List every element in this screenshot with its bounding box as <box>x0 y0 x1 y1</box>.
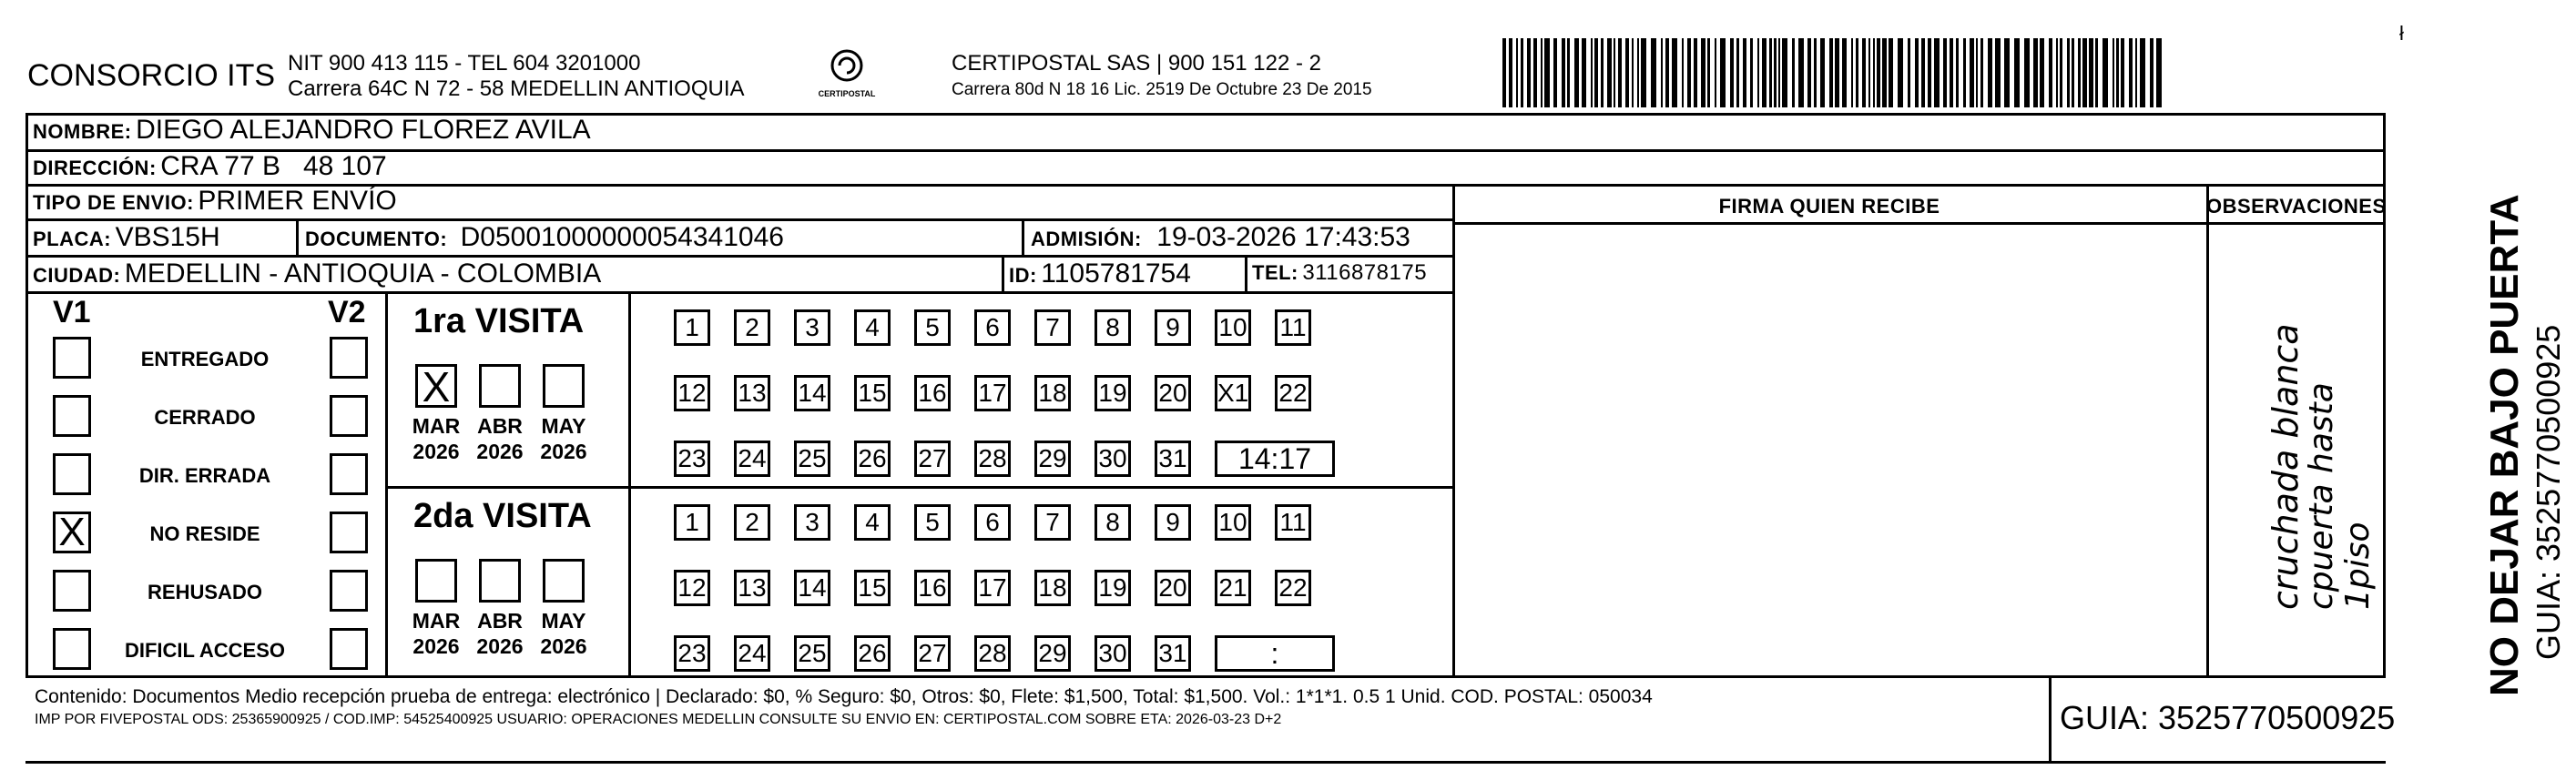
day-checkbox[interactable]: 6 <box>974 309 1011 346</box>
month-year: 2026 <box>412 440 460 463</box>
barcode-bar <box>1950 38 1953 107</box>
day-checkbox[interactable]: 17 <box>974 375 1011 411</box>
barcode-bar <box>1762 38 1767 107</box>
barcode-bar <box>1730 38 1734 107</box>
placa-value: VBS15H <box>115 222 220 252</box>
barcode-bar <box>2095 38 2098 107</box>
visit-title: 2da VISITA <box>413 497 592 535</box>
month-name: MAR <box>412 609 461 633</box>
div-sig-obs <box>2206 184 2209 675</box>
barcode-bar <box>1956 38 1959 107</box>
barcode-bar <box>1882 38 1887 107</box>
day-checkbox[interactable]: 2 <box>734 309 770 346</box>
admision-label: ADMISIÓN: <box>1031 228 1142 250</box>
barcode-bar <box>1928 38 1931 107</box>
barcode-bar <box>1701 38 1705 107</box>
barcode-bar <box>1915 38 1919 107</box>
barcode-bar <box>1921 38 1925 107</box>
day-checkbox[interactable]: 24 <box>734 635 770 672</box>
barcode-bar <box>1943 38 1947 107</box>
barcode-bar <box>2082 38 2087 107</box>
state-label: ENTREGADO <box>140 348 270 370</box>
day-checkbox[interactable]: 1 <box>674 309 710 346</box>
nombre-value: DIEGO ALEJANDRO FLOREZ AVILA <box>136 115 591 145</box>
barcode-bar <box>1715 38 1716 107</box>
obs-header-bottom <box>2206 222 2386 225</box>
barcode-bar <box>1898 38 1903 107</box>
barcode-bar <box>2033 38 2038 107</box>
direccion-value: CRA 77 B 48 107 <box>160 151 387 181</box>
barcode-bar <box>1562 38 1565 107</box>
barcode-bar <box>1868 38 1870 107</box>
v1-checkbox-1[interactable] <box>53 395 91 437</box>
barcode-bar <box>1637 38 1639 107</box>
day-checkbox[interactable]: 19 <box>1095 570 1131 606</box>
day-checkbox[interactable]: 14 <box>794 570 830 606</box>
barcode-bar <box>1509 38 1512 107</box>
side-text <box>2481 187 2576 696</box>
day-checkbox[interactable]: 8 <box>1095 309 1131 346</box>
month-name: ABR <box>477 609 523 633</box>
documento-row <box>305 222 784 253</box>
barcode-bar <box>1757 38 1759 107</box>
day-checkbox[interactable]: 8 <box>1095 504 1131 541</box>
visit-time[interactable]: 14:17 <box>1215 441 1335 477</box>
day-checkbox[interactable]: 26 <box>854 441 891 477</box>
month-year: 2026 <box>540 440 587 463</box>
day-checkbox[interactable]: 12 <box>674 570 710 606</box>
barcode-bar <box>2078 38 2081 107</box>
barcode-bar <box>2014 38 2020 107</box>
barcode-bar <box>1976 38 1978 107</box>
admision-value: 19-03-2026 17:43:53 <box>1156 222 1410 252</box>
side-guia: GUIA: 3525770500925 <box>2530 324 2567 660</box>
barcode-bar <box>2072 38 2074 107</box>
barcode-bar <box>2056 38 2058 107</box>
firma-label: FIRMA QUIEN RECIBE <box>1718 195 1940 218</box>
day-checkbox[interactable]: 31 <box>1155 635 1191 672</box>
barcode-bar <box>1682 38 1684 107</box>
state-label: DIFICIL ACCESO <box>124 639 285 662</box>
tel-value: 3116878175 <box>1302 260 1428 285</box>
ciudad-value: MEDELLIN - ANTIOQUIA - COLOMBIA <box>124 258 602 289</box>
barcode-bar <box>1743 38 1746 107</box>
barcode-bar <box>1601 38 1604 107</box>
tipo-value: PRIMER ENVÍO <box>198 186 397 216</box>
day-checkbox[interactable]: 28 <box>974 441 1011 477</box>
barcode-bar <box>1842 38 1847 107</box>
id-label: ID: <box>1009 264 1037 287</box>
v1-checkbox-5[interactable] <box>53 628 91 670</box>
placa-row <box>33 222 220 253</box>
day-checkbox[interactable]: 1 <box>674 504 710 541</box>
day-checkbox[interactable]: 21 <box>1215 570 1251 606</box>
barcode-bar <box>1835 38 1839 107</box>
day-checkbox[interactable]: 22 <box>1275 570 1311 606</box>
day-checkbox[interactable]: 18 <box>1034 570 1071 606</box>
v1-checkbox-2[interactable] <box>53 453 91 495</box>
obs-line-1: cruchada blanca <box>2265 323 2306 610</box>
barcode-bar <box>2140 38 2145 107</box>
day-checkbox[interactable]: 4 <box>854 309 891 346</box>
day-checkbox[interactable]: 27 <box>914 441 951 477</box>
tipo-label: TIPO DE ENVIO: <box>33 191 194 214</box>
barcode-bar <box>1851 38 1853 107</box>
certipostal-logo <box>810 44 883 107</box>
id-row <box>1009 258 1191 289</box>
barcode-bar <box>1618 38 1622 107</box>
barcode-bar <box>2121 38 2124 107</box>
side-warning: NO DEJAR BAJO PUERTA <box>2482 194 2527 696</box>
barcode-bar <box>1567 38 1570 107</box>
day-checkbox[interactable]: 7 <box>1034 504 1071 541</box>
barcode-bar <box>1641 38 1646 107</box>
day-checkbox[interactable]: 23 <box>674 635 710 672</box>
states-right-border <box>385 291 388 675</box>
barcode-bar <box>1736 38 1739 107</box>
barcode-bar <box>1934 38 1940 107</box>
barcode-bar <box>2113 38 2114 107</box>
month-checkbox[interactable] <box>479 559 521 603</box>
barcode-bar <box>1672 38 1677 107</box>
page-corner-mark: ł <box>2399 22 2404 45</box>
admision-row <box>1031 222 1410 253</box>
footer-guia: GUIA: 3525770500925 <box>2060 699 2396 736</box>
barcode-bar <box>1908 38 1910 107</box>
barcode-bar <box>1829 38 1833 107</box>
month-year: 2026 <box>540 634 587 658</box>
obs-line-3: 1piso <box>2339 522 2377 610</box>
row-divider-4 <box>25 255 1452 258</box>
month-name: ABR <box>477 414 523 438</box>
month-checkbox[interactable]: X <box>415 364 457 408</box>
day-checkbox[interactable]: 10 <box>1215 504 1251 541</box>
day-checkbox[interactable]: 9 <box>1155 309 1191 346</box>
state-label: DIR. ERRADA <box>138 464 271 487</box>
day-checkbox[interactable]: 26 <box>854 635 891 672</box>
tipo-row <box>33 186 397 217</box>
barcode-bar <box>1820 38 1825 107</box>
month-year: 2026 <box>476 634 524 658</box>
state-label: NO RESIDE <box>149 522 260 545</box>
company-address: Carrera 64C N 72 - 58 MEDELLIN ANTIOQUIA <box>288 76 745 101</box>
barcode-bar <box>1778 38 1780 107</box>
carrier-name: CERTIPOSTAL SAS | 900 151 122 - 2 <box>952 51 1321 76</box>
observaciones-label: OBSERVACIONES <box>2206 195 2387 218</box>
day-checkbox[interactable]: 24 <box>734 441 770 477</box>
day-checkbox[interactable]: 4 <box>854 504 891 541</box>
v2-checkbox-1[interactable] <box>330 395 368 437</box>
day-checkbox[interactable]: 27 <box>914 635 951 672</box>
barcode-bar <box>1862 38 1866 107</box>
logo-text: CERTIPOSTAL <box>818 89 876 98</box>
barcode-bar <box>1625 38 1629 107</box>
day-checkbox[interactable]: 25 <box>794 635 830 672</box>
barcode-bar <box>1970 38 1974 107</box>
id-value: 1105781754 <box>1041 258 1191 289</box>
day-checkbox[interactable]: 5 <box>914 309 951 346</box>
barcode-bar <box>1651 38 1656 107</box>
placa-label: PLACA: <box>33 228 112 250</box>
barcode-bar <box>1661 38 1663 107</box>
barcode-bar <box>2040 38 2044 107</box>
barcode-bar <box>1574 38 1579 107</box>
barcode-bar <box>1856 38 1858 107</box>
direccion-row <box>33 151 387 182</box>
barcode-bar <box>1502 38 1506 107</box>
barcode-bar <box>2116 38 2119 107</box>
day-checkbox[interactable]: 7 <box>1034 309 1071 346</box>
day-checkbox[interactable]: 15 <box>854 570 891 606</box>
footer-divider <box>25 675 2386 678</box>
day-checkbox[interactable]: 17 <box>974 570 1011 606</box>
month-checkbox[interactable] <box>479 364 521 408</box>
barcode-bar <box>1720 38 1726 107</box>
barcode-bar <box>1527 38 1531 107</box>
day-checkbox[interactable]: 29 <box>1034 635 1071 672</box>
day-checkbox[interactable]: 31 <box>1155 441 1191 477</box>
row-divider-5 <box>25 291 1452 294</box>
form-left-border <box>25 113 28 677</box>
barcode-bar <box>1807 38 1811 107</box>
v1-checkbox-0[interactable] <box>53 337 91 379</box>
barcode-bar <box>2049 38 2052 107</box>
day-checkbox[interactable]: 25 <box>794 441 830 477</box>
barcode-bar <box>1774 38 1777 107</box>
month-checkbox[interactable] <box>415 559 457 603</box>
direccion-label: DIRECCIÓN: <box>33 157 157 179</box>
day-checkbox[interactable]: 18 <box>1034 375 1071 411</box>
day-checkbox[interactable]: 3 <box>794 504 830 541</box>
month-checkbox[interactable] <box>543 364 585 408</box>
day-checkbox[interactable]: 11 <box>1275 309 1311 346</box>
barcode-bar <box>1792 38 1795 107</box>
barcode-bar <box>1521 38 1523 107</box>
barcode-bar <box>2004 38 2010 107</box>
div-doc-adm <box>1022 218 1024 255</box>
month-year: 2026 <box>412 634 460 658</box>
ciudad-label: CIUDAD: <box>33 264 121 287</box>
footer-line-2: IMP POR FIVEPOSTAL ODS: 25365900925 / COD.IMP: 54525400925 USUARIO: OPERACIONES MEDELLIN CONSULTE SU ENVIO EN: CERTIPOSTAL.COM SOBRE ETA: 2026-03-23 D+2 <box>35 712 1282 727</box>
v2-label: V2 <box>328 295 366 329</box>
v2-checkbox-5[interactable] <box>330 628 368 670</box>
v1-checkbox-3[interactable]: X <box>53 512 91 553</box>
day-checkbox[interactable]: 6 <box>974 504 1011 541</box>
barcode-bar <box>1798 38 1804 107</box>
day-checkbox[interactable]: 2 <box>734 504 770 541</box>
visit-title: 1ra VISITA <box>413 302 585 340</box>
day-checkbox[interactable]: 15 <box>854 375 891 411</box>
barcode-bar <box>1553 38 1557 107</box>
month-year: 2026 <box>476 440 524 463</box>
footer-guia-divider <box>2049 675 2052 763</box>
barcode-bar <box>2067 38 2070 107</box>
v2-checkbox-3[interactable] <box>330 512 368 553</box>
barcode-bar <box>1814 38 1817 107</box>
barcode-bar <box>2060 38 2062 107</box>
barcode-bar <box>1873 38 1875 107</box>
barcode-bar <box>2156 38 2162 107</box>
barcode-bar <box>1782 38 1787 107</box>
day-checkbox[interactable]: 19 <box>1095 375 1131 411</box>
month-name: MAR <box>412 414 461 438</box>
day-checkbox[interactable]: 3 <box>794 309 830 346</box>
barcode-bar <box>2150 38 2153 107</box>
barcode-bar <box>1687 38 1691 107</box>
day-checkbox[interactable]: X1 <box>1215 375 1251 411</box>
day-checkbox[interactable]: 30 <box>1095 635 1131 672</box>
month-checkbox[interactable] <box>543 559 585 603</box>
barcode-bar <box>1541 38 1543 107</box>
barcode-bar <box>2135 38 2137 107</box>
v1-label: V1 <box>53 295 91 329</box>
v2-checkbox-4[interactable] <box>330 570 368 612</box>
barcode-bar <box>1533 38 1537 107</box>
day-checkbox[interactable]: 12 <box>674 375 710 411</box>
div-id-tel <box>1245 255 1247 291</box>
day-checkbox[interactable]: 14 <box>794 375 830 411</box>
div-ciudad-id <box>1002 255 1004 291</box>
day-checkbox[interactable]: 16 <box>914 570 951 606</box>
day-checkbox[interactable]: 5 <box>914 504 951 541</box>
barcode-bar <box>1607 38 1612 107</box>
barcode-bar <box>2024 38 2030 107</box>
footer-bottom <box>25 761 2386 764</box>
visit-months-border <box>628 291 631 675</box>
barcode-bar <box>1582 38 1586 107</box>
observaciones-handwriting <box>2267 282 2395 610</box>
day-checkbox[interactable]: 20 <box>1155 570 1191 606</box>
barcode-bar <box>1591 38 1593 107</box>
day-checkbox[interactable]: 30 <box>1095 441 1131 477</box>
month-name: MAY <box>541 609 586 633</box>
day-checkbox[interactable]: 13 <box>734 375 770 411</box>
barcode-bar <box>1614 38 1615 107</box>
nombre-row <box>33 115 591 146</box>
v2-checkbox-2[interactable] <box>330 453 368 495</box>
barcode-bar <box>1544 38 1550 107</box>
day-checkbox[interactable]: 11 <box>1275 504 1311 541</box>
day-checkbox[interactable]: 13 <box>734 570 770 606</box>
div-placa-doc <box>296 218 299 255</box>
barcode-bar <box>1769 38 1772 107</box>
state-label: REHUSADO <box>148 581 262 603</box>
day-checkbox[interactable]: 9 <box>1155 504 1191 541</box>
day-checkbox[interactable]: 10 <box>1215 309 1251 346</box>
barcode-bar <box>2129 38 2133 107</box>
tel-label: TEL: <box>1252 261 1298 284</box>
company-name: CONSORCIO ITS <box>27 58 276 93</box>
ciudad-row <box>33 258 601 289</box>
row-divider-3 <box>25 218 1452 221</box>
v2-checkbox-0[interactable] <box>330 337 368 379</box>
documento-label: DOCUMENTO: <box>305 228 448 250</box>
div-form-sig <box>1452 184 1455 675</box>
day-checkbox[interactable]: 22 <box>1275 375 1311 411</box>
barcode-bar <box>1694 38 1697 107</box>
obs-line-2: cpuerta hasta <box>2303 382 2340 610</box>
barcode-bar <box>2089 38 2093 107</box>
v1-checkbox-4[interactable] <box>53 570 91 612</box>
day-checkbox[interactable]: 23 <box>674 441 710 477</box>
barcode-bar <box>1995 38 2001 107</box>
nombre-label: NOMBRE: <box>33 120 132 143</box>
visit-time[interactable]: : <box>1215 635 1335 672</box>
barcode-bar <box>1877 38 1880 107</box>
tel-row <box>1252 260 1427 286</box>
state-label: CERRADO <box>154 406 256 429</box>
barcode-bar <box>1665 38 1669 107</box>
day-checkbox[interactable]: 16 <box>914 375 951 411</box>
barcode-bar <box>1889 38 1893 107</box>
barcode-bar <box>1594 38 1598 107</box>
footer-line-1: Contenido: Documentos Medio recepción prueba de entrega: electrónico | Declarado: $0, % Seguro: $0, Otros: $0, Flete: $1,500, Total: $1,500. Vol.: 1*1*1. 0.5 1 Unid. COD. POSTAL: 050034 <box>35 686 1653 707</box>
barcode-bar <box>1963 38 1966 107</box>
barcode-bar <box>2103 38 2108 107</box>
day-checkbox[interactable]: 20 <box>1155 375 1191 411</box>
month-name: MAY <box>541 414 586 438</box>
barcode-bar <box>1707 38 1710 107</box>
company-nit-tel: NIT 900 413 115 - TEL 604 3201000 <box>288 51 641 76</box>
visit-divider <box>385 486 1452 489</box>
carrier-address: Carrera 80d N 18 16 Lic. 2519 De Octubre 23 De 2015 <box>952 80 1372 99</box>
barcode-bar <box>1516 38 1518 107</box>
barcode-bar <box>1750 38 1753 107</box>
day-checkbox[interactable]: 28 <box>974 635 1011 672</box>
barcode-bar <box>1988 38 1992 107</box>
day-checkbox[interactable]: 29 <box>1034 441 1071 477</box>
barcode <box>1502 38 2167 107</box>
barcode-bar <box>1980 38 1983 107</box>
barcode-bar <box>1632 38 1634 107</box>
documento-value: D05001000000054341046 <box>460 222 784 252</box>
